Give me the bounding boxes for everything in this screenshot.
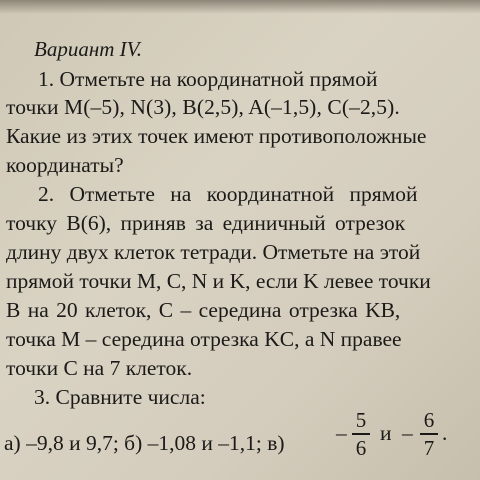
task2-line-7: точки C на 7 клеток. (6, 356, 193, 380)
task1-line-1-text: 1. Отметьте на координатной прямой (38, 67, 378, 91)
fraction1-numerator: 5 (355, 408, 367, 432)
task1-line-3: Какие из этих точек имеют противоположные (6, 124, 427, 148)
fraction1-denominator: 6 (355, 435, 367, 460)
fraction-5-6 (352, 408, 370, 460)
task2-line-2: точку B(6), приняв за единичный отрезок (6, 211, 406, 235)
fraction2-denominator: 7 (423, 435, 435, 460)
task2-line-4: прямой точки M, C, N и K, если K левее точки (6, 269, 431, 293)
fraction1-sign: – (336, 421, 347, 445)
variant-heading: Вариант IV. (34, 37, 143, 61)
task2-line-3: длину двух клеток тетради. Отметьте на этой (6, 240, 421, 264)
fraction1-bar (352, 433, 370, 435)
task2-line-5: B на 20 клеток, C – середина отрезка KB, (6, 298, 401, 322)
task1-line-2: точки M(–5), N(3), B(2,5), A(–1,5), C(–2,5). (6, 95, 400, 119)
fraction-6-7 (420, 408, 438, 460)
task3-options: а) –9,8 и 9,7; б) –1,08 и –1,1; в) (4, 431, 285, 455)
task2-line-1: 2. Отметьте на координатной прямой (38, 182, 418, 206)
fraction2-numerator: 6 (423, 408, 435, 432)
end-period: . (442, 421, 448, 445)
task1-line-4: координаты? (6, 153, 124, 177)
task1-line-1 (38, 66, 468, 92)
task3-title: 3. Сравните числа: (34, 385, 206, 409)
fraction2-sign: – (402, 421, 413, 445)
page-edge-shadow (0, 0, 480, 14)
conjunction: и (380, 421, 392, 445)
task2-line-6: точка M – середина отрезка KC, а N правее (6, 327, 402, 351)
fraction2-bar (420, 433, 438, 435)
